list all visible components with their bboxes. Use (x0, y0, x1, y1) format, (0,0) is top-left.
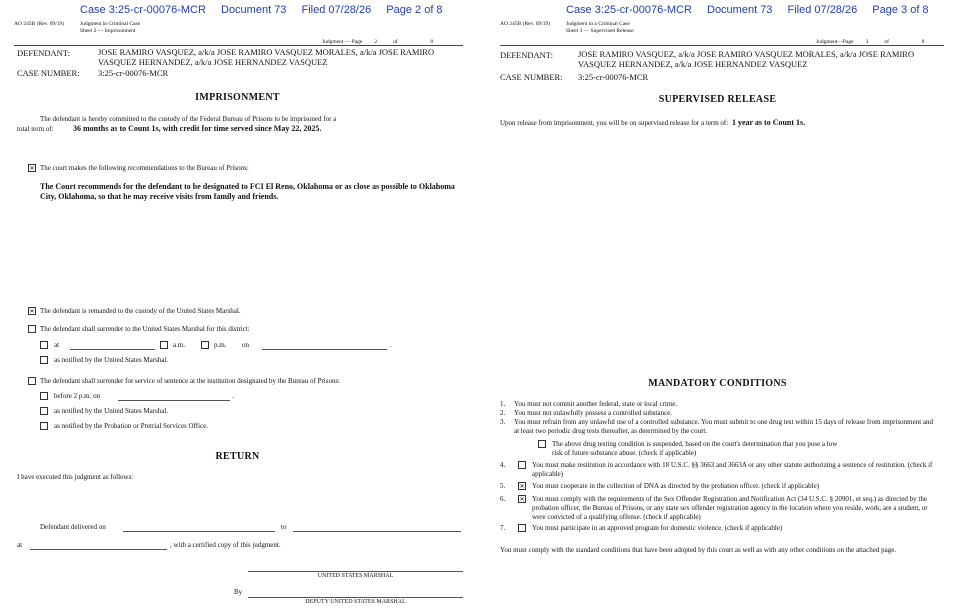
header-rule (500, 45, 944, 46)
judgment-page-number: 3 (855, 39, 879, 46)
at-location-line[interactable] (30, 549, 167, 550)
as-notified-marshal2-text: as notified by the United States Marshal. (54, 407, 169, 415)
case-id: Case 3:25-cr-00076-MCR (80, 4, 206, 16)
condition-2-text: You must not unlawfully possess a controlled substance. (514, 409, 672, 417)
executed-text: I have executed this judgment as follows: (17, 473, 134, 481)
recommend-text: The Court recommends for the defendant to be designated to FCI El Reno, Oklahoma or as close as possible to Oklahoma City, Oklahoma, so that he may receive visits from family and friends. (40, 182, 455, 201)
condition-1-number: 1. (500, 400, 506, 408)
case-number-label: CASE NUMBER: (17, 68, 80, 78)
release-text (500, 118, 805, 127)
marshal-title: UNITED STATES MARSHAL (317, 573, 394, 579)
as-notified-probation-text: as notified by the Probation or Pretrial Services Office. (54, 422, 209, 430)
document-number: Document 73 (221, 4, 287, 16)
term-label: total term of: (17, 125, 54, 133)
condition-4-text: You must make restitution in accordance with 18 U.S.C. §§ 3663 and 3663A or any other statute authorizing a sentence of restitution. (check if applicable) (532, 461, 933, 478)
surrender-institution-text: The defendant shall surrender for service of sentence at the institution designated by the Bureau of Prisons: (40, 377, 341, 385)
condition-5-text: You must cooperate in the collection of DNA as directed by the probation officer. (check if applicable) (532, 482, 820, 490)
case-id: Case 3:25-cr-00076-MCR (566, 4, 692, 16)
judgment-page-text: Judgment — Page (322, 39, 363, 45)
condition-5-checkbox[interactable] (518, 482, 526, 490)
on-date-line[interactable] (262, 349, 387, 350)
judgment-page-text: Judgment—Page (816, 39, 854, 45)
judgment-total: 8 (399, 39, 433, 46)
certified-text: , with a certified copy of this judgment. (170, 541, 281, 549)
release-text-body: Upon release from imprisonment, you will be on supervised release for a term of: (500, 119, 729, 127)
condition-4-checkbox[interactable] (518, 461, 526, 469)
defendant-label: DEFENDANT: (500, 50, 553, 60)
drug-test-suspended-checkbox[interactable] (538, 440, 546, 448)
marshal-signature-line[interactable] (248, 571, 463, 572)
remanded-text: The defendant is remanded to the custody of the United States Marshal. (40, 307, 241, 315)
drug-test-suspended-text: The above drug testing condition is suspended, based on the court's determination that you pose a low risk of future substance abuse. (check if applicable) (552, 440, 838, 457)
condition-3-number: 3. (500, 418, 506, 426)
section-title-supervised-release: SUPERVISED RELEASE (658, 94, 777, 105)
closing-text: You must comply with the standard conditions that have been adopted by this court as well as with any other conditions on the attached page. (500, 546, 897, 554)
surrender-institution-checkbox[interactable] (28, 377, 36, 385)
form-title: Judgment in Criminal Case (80, 21, 141, 27)
case-number: 3:25-cr-00076-MCR (578, 72, 649, 82)
condition-7-number: 7. (500, 524, 506, 532)
as-notified-marshal-checkbox[interactable] (40, 356, 48, 364)
line-period: . (390, 341, 392, 349)
release-term: 1 year as to Count 1s. (731, 118, 806, 127)
condition-2-number: 2. (500, 409, 506, 417)
as-notified-marshal2-checkbox[interactable] (40, 407, 48, 415)
at-checkbox[interactable] (40, 341, 48, 349)
condition-1-text: You must not commit another federal, state or local crime. (514, 400, 678, 408)
condition-5-number: 5. (500, 482, 506, 490)
judgment-of: of (884, 39, 889, 45)
before-2pm-text: before 2 p.m. on (54, 392, 101, 400)
judgment-page-number: 2 (364, 39, 388, 46)
condition-4-number: 4. (500, 461, 506, 469)
remanded-checkbox[interactable] (28, 307, 36, 315)
filed-date: Filed 07/28/26 (787, 4, 858, 16)
by-label: By (234, 588, 243, 596)
form-sheet: Sheet 2 — Imprisonment (80, 28, 136, 34)
page-indicator: Page 2 of 8 (386, 4, 443, 16)
defendant-name: JOSE RAMIRO VASQUEZ, a/k/a JOSE RAMIRO VASQUEZ MORALES, a/k/a JOSE RAMIRO VASQUEZ HERNANDEZ, a/k/a JOSE HERNANDEZ VASQUEZ (98, 47, 435, 67)
section-title-mandatory-conditions: MANDATORY CONDITIONS (648, 378, 787, 389)
line-period-2: . (232, 392, 234, 400)
before-2pm-date-line[interactable] (118, 400, 230, 401)
form-id: AO 245B (Rev. 09/19) (14, 21, 65, 27)
term-value: 36 months as to Count 1s, with credit for time served since May 22, 2025. (73, 124, 322, 133)
case-header (80, 4, 443, 16)
defendant-label: DEFENDANT: (17, 48, 70, 58)
to-label: to (281, 523, 287, 531)
recommend-intro: The court makes the following recommendations to the Bureau of Prisons: (40, 164, 249, 172)
condition-6-text: You must comply with the requirements of the Sex Offender Registration and Notification Act (34 U.S.C. § 20901, et seq.) as directed by the probation officer, the Bureau of Prisons, or any state sex offender registration agency in the location where you reside, work, are a student, or were convicted of a qualifying offense. (check if applicable) (532, 495, 928, 521)
condition-6-checkbox[interactable] (518, 495, 526, 503)
before-2pm-checkbox[interactable] (40, 392, 48, 400)
as-notified-marshal-text: as notified by the United States Marshal. (54, 356, 169, 364)
case-header (566, 4, 929, 16)
delivered-date-line[interactable] (123, 531, 275, 532)
deputy-title: DEPUTY UNITED STATES MARSHAL (305, 599, 406, 605)
am-checkbox[interactable] (160, 341, 168, 349)
commit-text: The defendant is hereby committed to the custody of the Federal Bureau of Prisons to be imprisoned for a (40, 115, 337, 123)
form-id: AO 245B (Rev. 09/19) (500, 21, 551, 27)
case-number-label: CASE NUMBER: (500, 72, 563, 82)
filed-date: Filed 07/28/26 (301, 4, 372, 16)
judgment-page-3 (480, 0, 960, 609)
judgment-of: of (393, 39, 398, 45)
section-title-imprisonment: IMPRISONMENT (195, 92, 280, 103)
recommend-checkbox[interactable] (28, 164, 36, 172)
on-label: on (242, 341, 249, 349)
deputy-signature-line[interactable] (248, 597, 463, 598)
at-location-label: at (17, 541, 23, 549)
at-label: at (54, 341, 60, 349)
am-label: a.m. (173, 341, 186, 349)
form-sheet: Sheet 3 — Supervised Release (566, 28, 634, 34)
form-title: Judgment in a Criminal Case (566, 21, 630, 27)
condition-7-text: You must participate in an approved program for domestic violence. (check if applicable) (532, 524, 783, 532)
as-notified-probation-checkbox[interactable] (40, 422, 48, 430)
pm-checkbox[interactable] (201, 341, 209, 349)
pm-label: p.m. (214, 341, 227, 349)
delivered-to-line[interactable] (293, 531, 461, 532)
page-indicator: Page 3 of 8 (872, 4, 929, 16)
at-time-line[interactable] (70, 349, 155, 350)
document-number: Document 73 (707, 4, 773, 16)
defendant-name: JOSE RAMIRO VASQUEZ, a/k/a JOSE RAMIRO VASQUEZ MORALES, a/k/a JOSE RAMIRO VASQUEZ HERNANDEZ, a/k/a JOSE HERNANDEZ VASQUEZ (578, 49, 915, 69)
surrender-marshal-checkbox[interactable] (28, 325, 36, 333)
header-rule (14, 45, 463, 46)
section-title-return: RETURN (215, 451, 260, 462)
condition-6-number: 6. (500, 495, 506, 503)
delivered-on-label: Defendant delivered on (40, 523, 106, 531)
judgment-total: 8 (890, 39, 924, 46)
condition-7-checkbox[interactable] (518, 524, 526, 532)
case-number: 3:25-cr-00076-MCR (98, 68, 169, 78)
condition-3-text: You must refrain from any unlawful use of a controlled substance. You must submit to one drug test within 15 days of release from imprisonment and at least two periodic drug tests thereafter, as determined by the court. (514, 418, 934, 435)
surrender-marshal-text: The defendant shall surrender to the United States Marshal for this district: (40, 325, 250, 333)
